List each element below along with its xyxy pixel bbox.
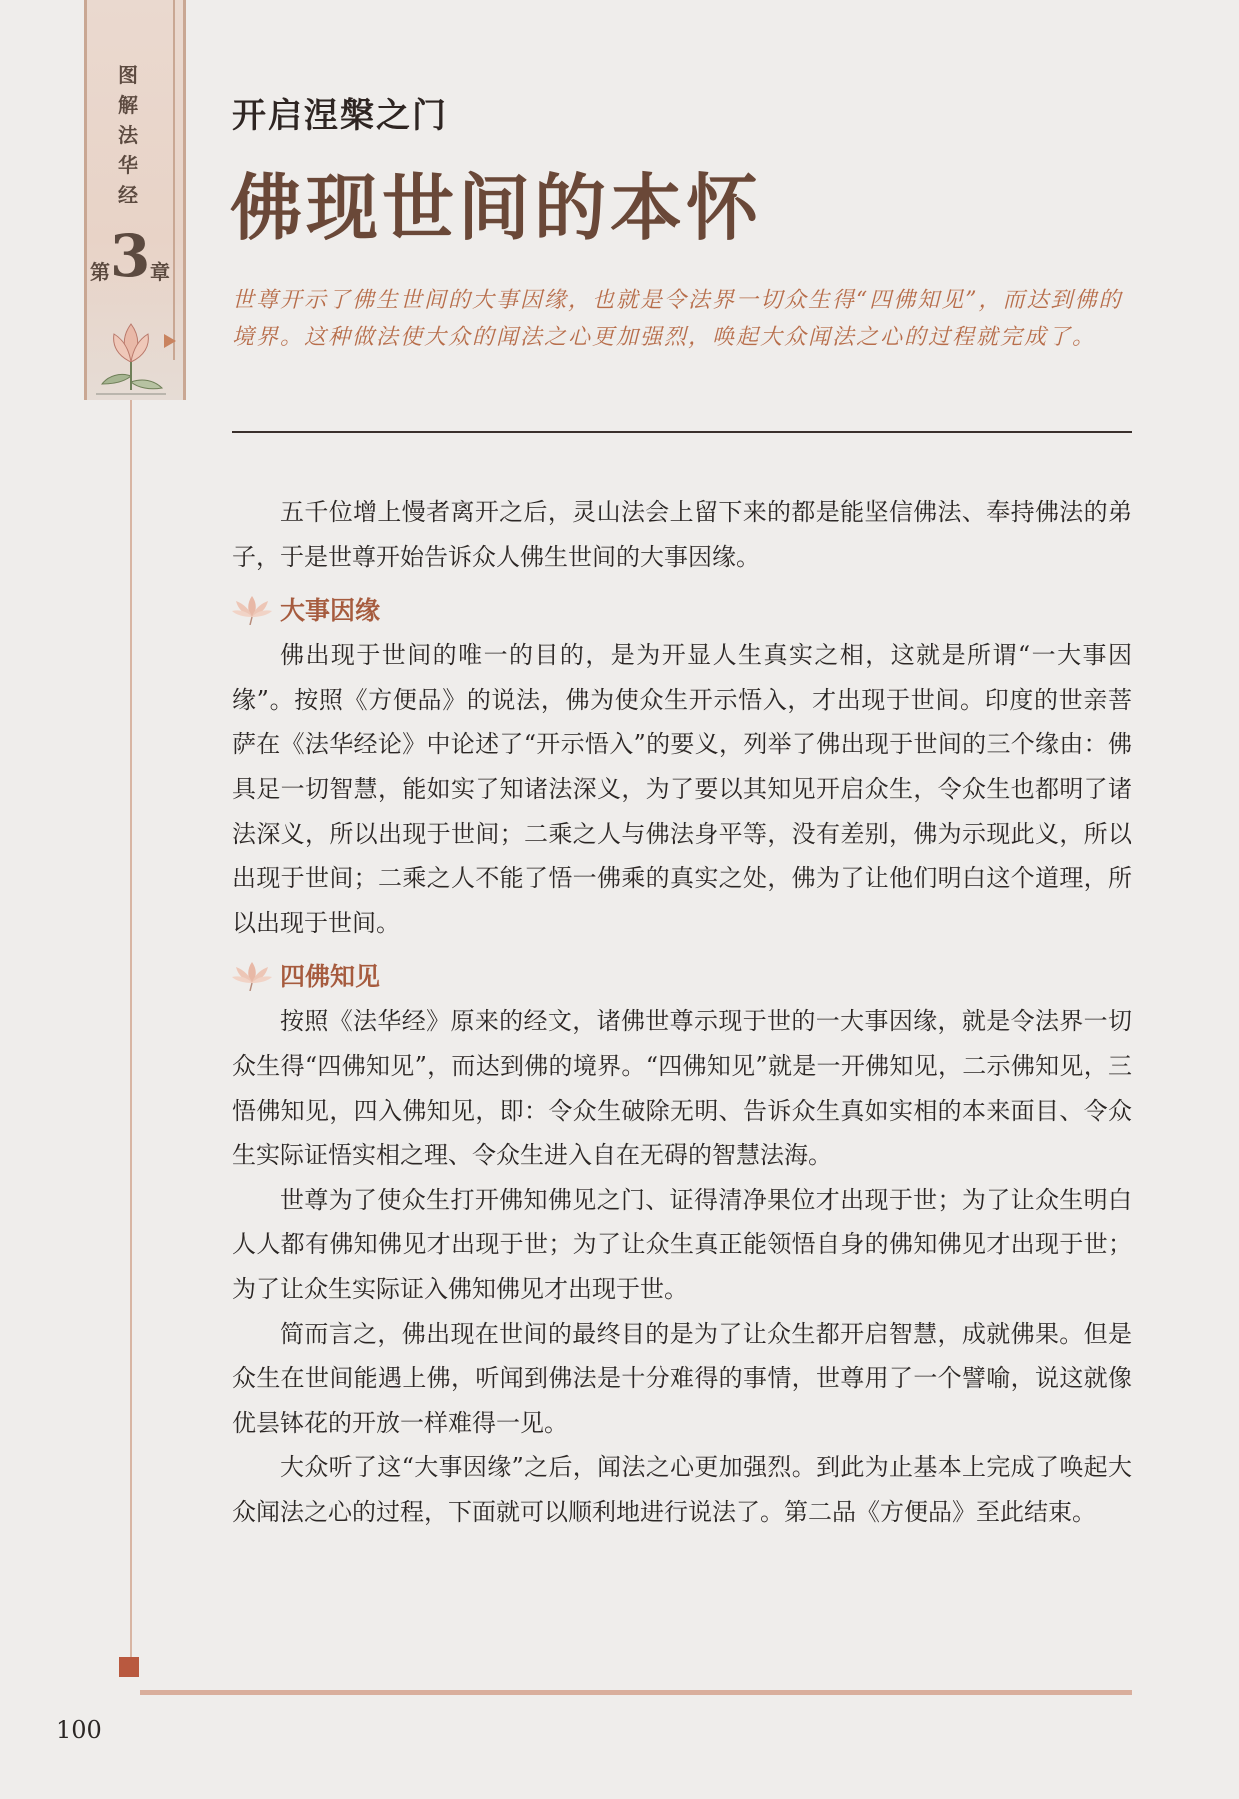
chapter-number: 3 [110, 222, 151, 290]
chapter-prefix: 第 [90, 260, 110, 284]
lotus-bullet-icon [232, 959, 272, 991]
footer-rule [140, 1690, 1132, 1695]
section-heading-text: 大事因缘 [280, 596, 381, 626]
book-title-char: 华 [118, 153, 138, 177]
paragraph: 简而言之，佛出现在世间的最终目的是为了让众生都开启智慧，成就佛果。但是众生在世间能遇上佛，听闻到佛法是十分难得的事情，世尊用了一个譬喻，说这就像优昙钵花的开放一样难得一见。 [232, 1319, 1132, 1437]
chapter-suffix: 章 [150, 260, 170, 284]
lotus-illustration-icon [92, 310, 170, 396]
header-divider [232, 431, 1132, 433]
end-marker [119, 1657, 139, 1677]
page-title: 佛现世间的本怀 [230, 165, 763, 250]
tab-arrow-icon [164, 334, 176, 348]
intro-summary: 世尊开示了佛生世间的大事因缘，也就是令法界一切众生得“四佛知见”，而达到佛的境界。这种做法使大众的闻法之心更加强烈，唤起大众闻法之心的过程就完成了。 [232, 288, 1123, 350]
book-title-char: 经 [118, 183, 138, 207]
chapter-badge [88, 222, 178, 290]
book-title-vertical [108, 60, 148, 210]
paragraph: 大众听了这“大事因缘”之后，闻法之心更加强烈。到此为止基本上完成了唤起大众闻法之心的过程，下面就可以顺利地进行说法了。第二品《方便品》至此结束。 [232, 1453, 1132, 1526]
left-margin-rule [130, 400, 132, 1670]
section-heading-text: 四佛知见 [280, 962, 381, 992]
body-content [232, 490, 1132, 1534]
section-heading [232, 955, 1132, 995]
book-title-char: 法 [118, 123, 138, 147]
opening-paragraph: 五千位增上慢者离开之后，灵山法会上留下来的都是能坚信佛法、奉持佛法的弟子，于是世尊开始告诉众人佛生世间的大事因缘。 [232, 498, 1132, 571]
book-title-char: 解 [118, 93, 138, 117]
page-number: 100 [56, 1716, 102, 1744]
paragraph: 世尊为了使众生打开佛知佛见之门、证得清净果位才出现于世；为了让众生明白人人都有佛知佛见才出现于世；为了让众生真正能领悟自身的佛知佛见才出现于世；为了让众生实际证入佛知佛见才出现于世。 [232, 1185, 1132, 1303]
paragraph: 佛出现于世间的唯一的目的，是为开显人生真实之相，这就是所谓“一大事因缘”。按照《方便品》的说法，佛为使众生开示悟入，才出现于世间。印度的世亲菩萨在《法华经论》中论述了“开示悟入”的要义，列举了佛出现于世间的三个缘由：佛具足一切智慧，能如实了知诸法深义，为了要以其知见开启众生，令众生也都明了诸法深义，所以出现于世间；二乘之人与佛法身平等，没有差别，佛为示现此义，所以出现于世间；二乘之人不能了悟一佛乘的真实之处，佛为了让他们明白这个道理，所以出现于世间。 [232, 641, 1132, 937]
side-tab-line [173, 0, 175, 360]
section-heading [232, 589, 1132, 629]
lotus-bullet-icon [232, 593, 272, 625]
paragraph: 按照《法华经》原来的经文，诸佛世尊示现于世的一大事因缘，就是令法界一切众生得“四佛知见”，而达到佛的境界。“四佛知见”就是一开佛知见，二示佛知见，三悟佛知见，四入佛知见，即：令众生破除无明、告诉众生真如实相的本来面目、令众生实际证悟实相之理、令众生进入自在无碍的智慧法海。 [232, 1007, 1132, 1170]
section-subtitle: 开启涅槃之门 [232, 96, 448, 136]
book-title-char: 图 [118, 63, 138, 87]
